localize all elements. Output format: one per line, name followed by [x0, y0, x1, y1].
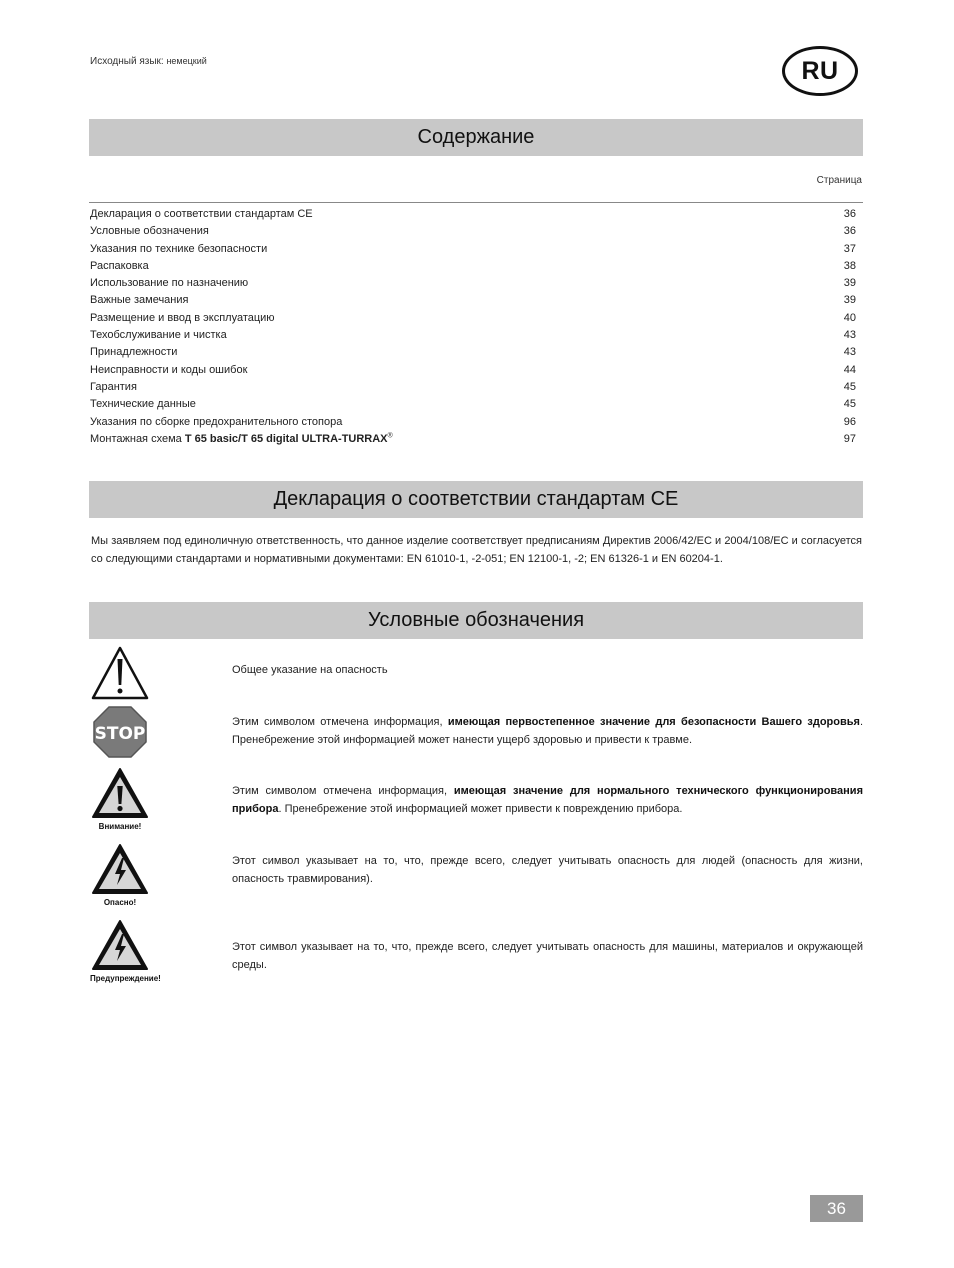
declaration-title: Декларация о соответствии стандартам CE — [89, 481, 863, 518]
toc-entry[interactable] — [90, 327, 856, 344]
danger-electric-icon — [90, 843, 150, 907]
toc-entry-page: 38 — [843, 259, 856, 272]
toc-entry-page: 44 — [843, 363, 856, 376]
toc-entry[interactable] — [90, 206, 856, 223]
page-column-label: Страница — [816, 175, 862, 186]
svg-text:STOP: STOP — [94, 724, 146, 744]
toc-entry-label: Техобслуживание и чистка — [90, 329, 227, 342]
symbol-text-emphasis: имеющая первостепенное значение для безопасности Вашего здоровья — [447, 716, 860, 728]
danger-caption: Опасно! — [103, 898, 137, 907]
symbol-description: Этот символ указывает на то, что, прежде всего, следует учитывать опасность для людей (опасность для жизни, опасность травмирования). — [232, 855, 863, 885]
declaration-text: Мы заявляем под единоличную ответственность, что данное изделие соответствует предписаниям Директив 2006/42/EC и 2004/108/EC и согласуется со следующими стандартами и нормативными документами: EN 61010-1, -2-051; EN 12100-1, -2; EN 61326-1 и EN 60204-1. — [91, 535, 862, 565]
caution-caption: Внимание! — [98, 822, 142, 831]
toc-entry-page: 97 — [843, 432, 856, 445]
toc-entry-label: Декларация о соответствии стандартам CE — [90, 208, 313, 220]
symbol-description — [232, 782, 863, 818]
toc-entry-page: 45 — [843, 398, 856, 411]
toc-entry[interactable] — [90, 241, 856, 258]
toc-entry-label: Технические данные — [90, 398, 196, 411]
toc-entry[interactable] — [90, 258, 856, 275]
symbol-description — [232, 713, 863, 749]
symbol-text-emphasis: имеющая значение для нормального технического функционирования прибора — [232, 785, 863, 815]
language-badge: RU — [782, 46, 858, 96]
source-language-value: немецкий — [166, 56, 207, 66]
toc-entry-label: Распаковка — [90, 259, 149, 272]
toc-entry-page: 45 — [843, 380, 856, 393]
stop-icon — [90, 705, 150, 764]
toc-entry[interactable] — [90, 362, 856, 379]
symbol-text-tail: . Пренебрежение этой информацией может нанести ущерб здоровью и привести к травме. — [232, 716, 863, 746]
toc-entry-page: 40 — [843, 311, 856, 324]
caution-icon — [90, 767, 150, 831]
source-language-label: Исходный язык: — [90, 56, 164, 67]
toc-entry-page: 43 — [843, 329, 856, 342]
warning-caption: Предупреждение! — [90, 974, 161, 983]
page-number: 36 — [810, 1195, 863, 1222]
registered-mark: ® — [387, 432, 393, 440]
toc-entry[interactable] — [90, 310, 856, 327]
symbol-description: Этот символ указывает на то, что, прежде всего, следует учитывать опасность для машины, материалов и окружающей среды. — [232, 941, 863, 971]
toc-entry[interactable] — [90, 223, 856, 240]
symbol-text-tail: . Пренебрежение этой информацией может привести к повреждению прибора. — [278, 803, 683, 815]
toc-title: Содержание — [89, 119, 863, 156]
toc-entry[interactable] — [90, 414, 856, 431]
toc-entry-product-name: T 65 basic/T 65 digital ULTRA-TURRAX — [184, 432, 388, 445]
toc-entry[interactable] — [90, 396, 856, 413]
source-language — [90, 56, 207, 67]
general-warning-icon — [90, 645, 150, 706]
toc-entry[interactable] — [90, 275, 856, 292]
symbols-title: Условные обозначения — [89, 602, 863, 639]
toc-entry-label: Указания по технике безопасности — [90, 242, 268, 255]
toc-entry-label: Важные замечания — [90, 294, 189, 307]
toc-entry-label: Условные обозначения — [90, 225, 209, 238]
toc-entry-page: 39 — [843, 277, 856, 290]
toc-entry-label-group — [90, 431, 393, 448]
toc-entry-page: 36 — [843, 208, 856, 220]
symbol-text-lead: Этим символом отмечена информация, — [232, 785, 454, 797]
toc-divider — [89, 202, 863, 203]
toc-list — [90, 206, 856, 448]
toc-entry-page: 39 — [843, 294, 856, 307]
toc-entry-label: Использование по назначению — [90, 277, 249, 290]
toc-entry-page: 36 — [843, 225, 856, 238]
toc-entry-label: Гарантия — [90, 380, 137, 393]
toc-entry-page: 96 — [843, 415, 856, 428]
toc-entry-page: 43 — [843, 346, 856, 359]
toc-entry[interactable] — [90, 431, 856, 448]
toc-entry[interactable] — [90, 379, 856, 396]
toc-entry-label: Принадлежности — [90, 346, 178, 359]
toc-entry-label: Указания по сборке предохранительного стопора — [90, 415, 343, 428]
symbol-text-lead: Этим символом отмечена информация, — [232, 716, 448, 728]
warning-electric-icon — [90, 919, 161, 983]
toc-entry[interactable] — [90, 292, 856, 309]
toc-entry[interactable] — [90, 344, 856, 361]
symbol-description: Общее указание на опасность — [232, 664, 388, 676]
toc-entry-page: 37 — [843, 242, 856, 255]
toc-entry-label: Монтажная схема — [90, 432, 182, 445]
toc-entry-label: Размещение и ввод в эксплуатацию — [90, 311, 275, 324]
toc-entry-label: Неисправности и коды ошибок — [90, 363, 248, 376]
